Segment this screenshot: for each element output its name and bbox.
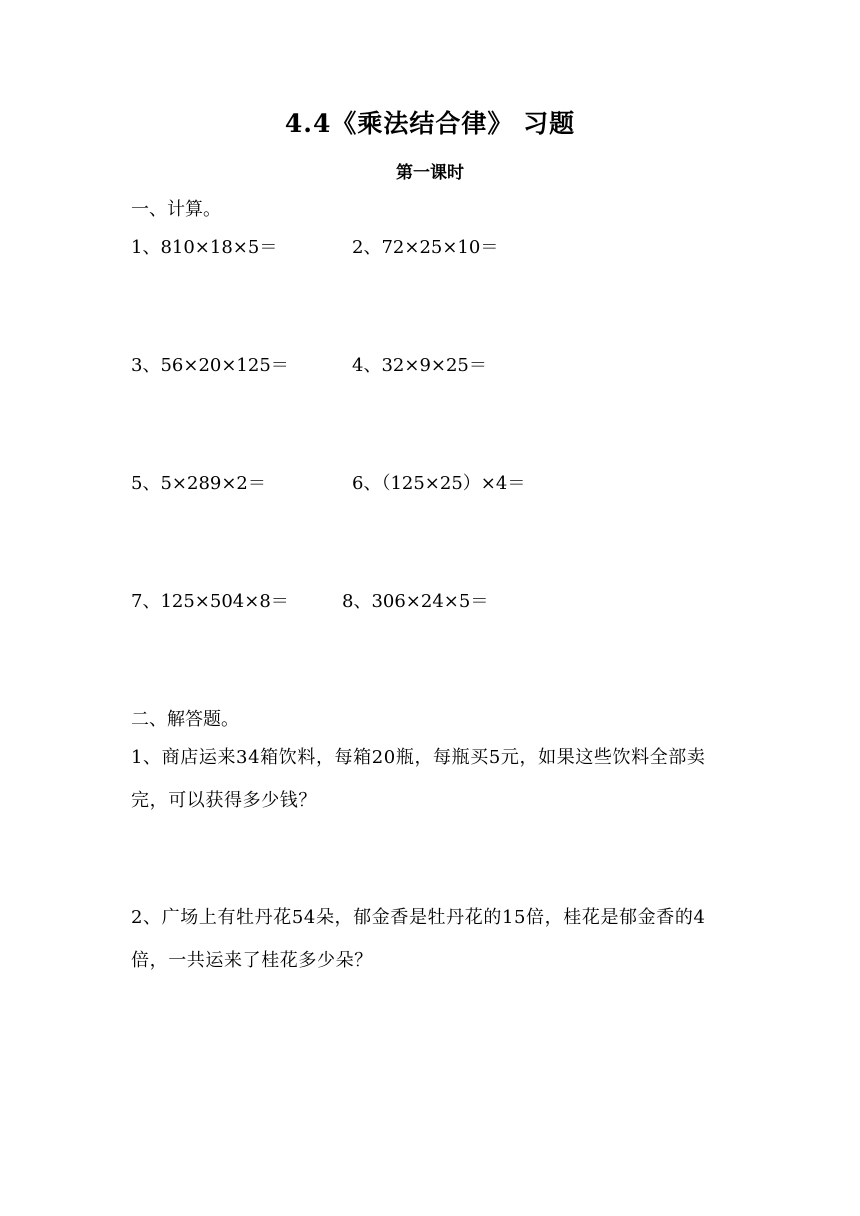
calc-problem-4: 4、32×9×25＝ (352, 355, 487, 376)
calc-problem-6: 6、（125×25）×4＝ (352, 473, 526, 494)
calc-problem-8: 8、306×24×5＝ (342, 591, 489, 612)
calc-problem-3: 3、56×20×125＝ (131, 355, 289, 376)
calc-problem-5: 5、5×289×2＝ (131, 473, 266, 494)
section2-heading: 二、解答题。 (131, 709, 239, 730)
word-problem-1: 1、商店运来34箱饮料，每箱20瓶，每瓶买5元，如果这些饮料全部卖完，可以获得多少钱？ (131, 747, 706, 811)
calc-problem-1: 1、810×18×5＝ (131, 237, 278, 258)
calc-problem-7: 7、125×504×8＝ (131, 591, 289, 612)
lesson-subtitle: 第一课时 (396, 163, 464, 183)
worksheet-title: 4.4《乘法结合律》 习题 (284, 109, 576, 138)
section1-heading: 一、计算。 (131, 199, 221, 220)
word-problem-2: 2、广场上有牡丹花54朵，郁金香是牡丹花的15倍，桂花是郁金香的4倍，一共运来了桂花多少朵？ (131, 907, 706, 971)
calc-problem-2: 2、72×25×10＝ (352, 237, 499, 258)
